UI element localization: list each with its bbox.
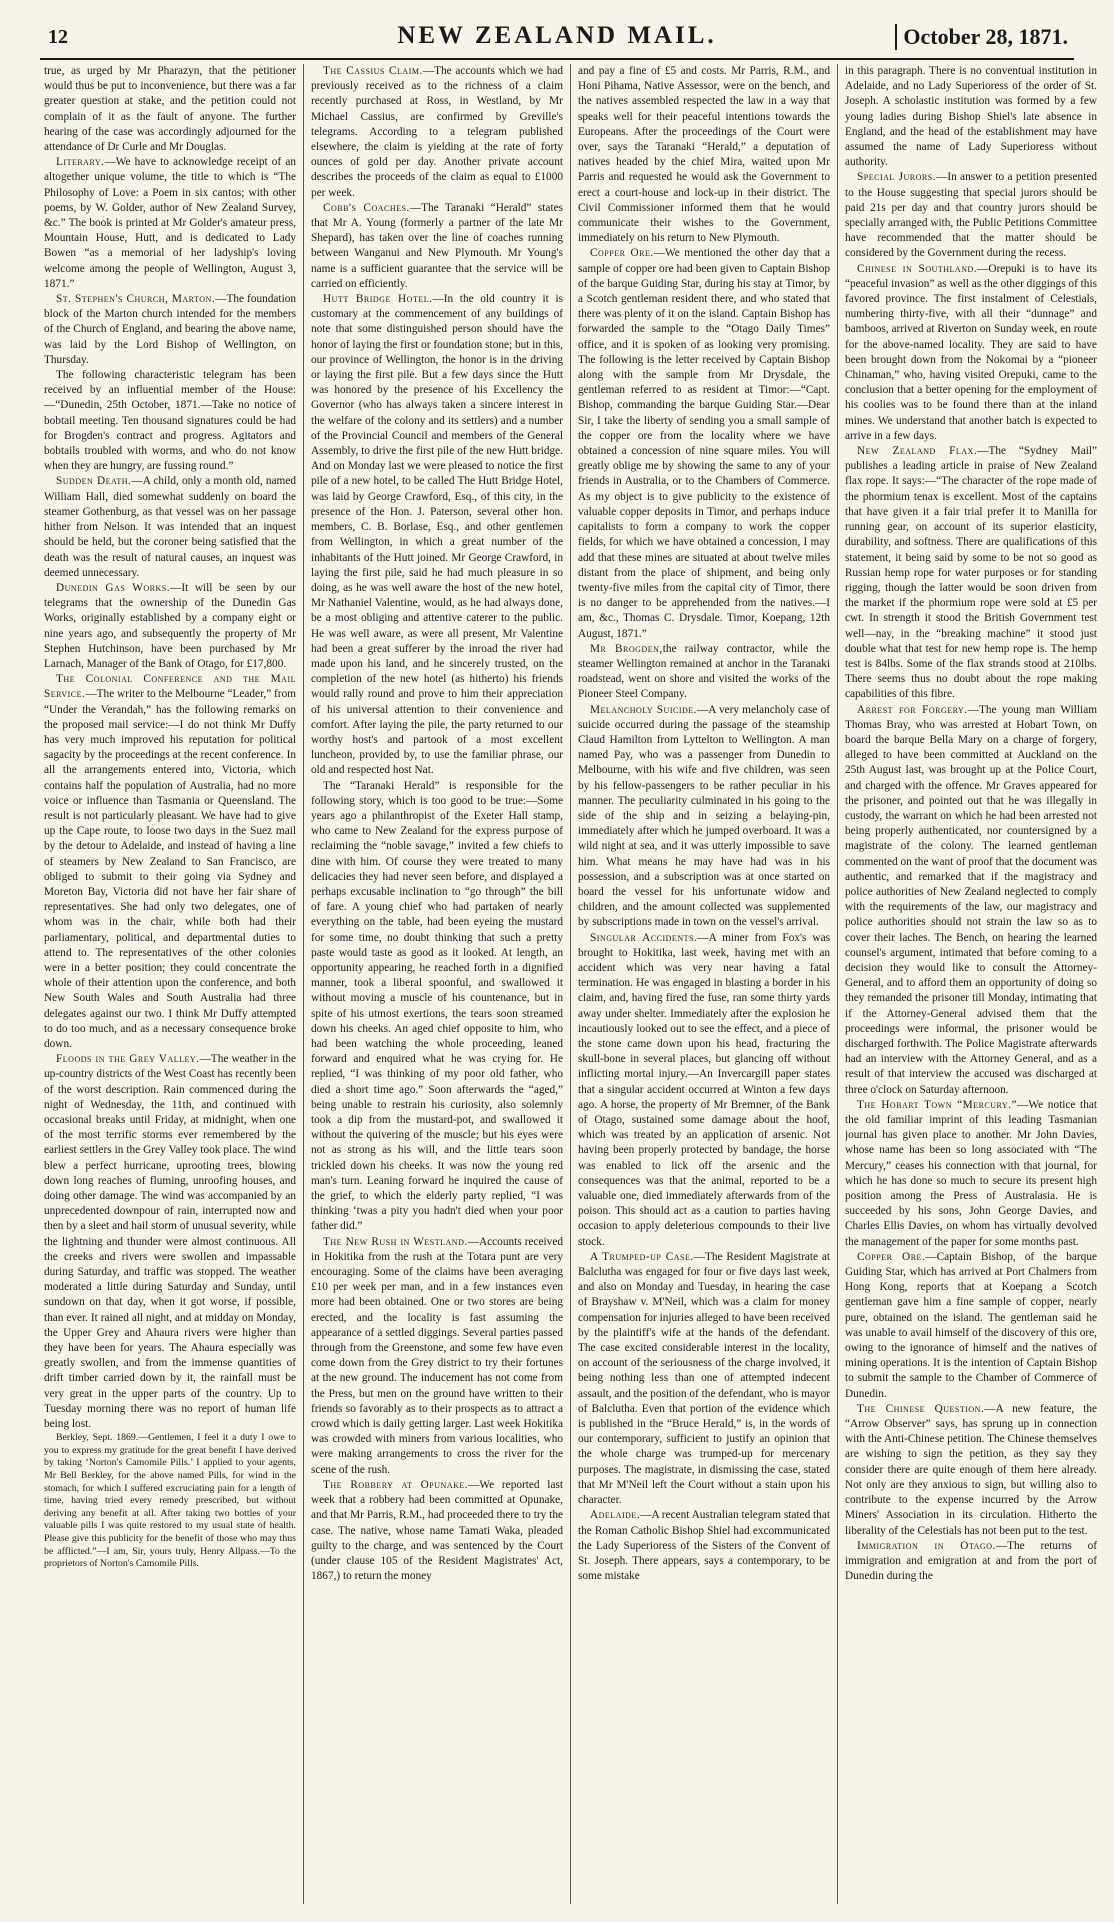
article-text: —The accounts which we had previously received as to the richness of a claim recently purchased at Ross, in Westland, by Mr Michael Cassius, are confirmed by Greville's telegrams. According to a telegram published elsewhere, the claim is yielding at the rate of forty ounces of gold per day. Another private account describes the proceeds of the claim as equal to £1000 per week. — [311, 65, 563, 199]
article-heading: Cobb's Coaches. — [323, 201, 410, 214]
article-paragraph — [845, 1402, 1097, 1539]
header-rule — [40, 58, 1074, 60]
article-text: true, as urged by Mr Pharazyn, that the petitioner would thus be put to inconvenience, but there was a far greater question at stake, and the petition could not complain of it as the fault of anyone. The further hearing of the case was accordingly adjourned for the attendance of Dr Curle and Mr Douglas. — [44, 65, 296, 154]
article-paragraph — [311, 64, 563, 201]
article-paragraph — [845, 1250, 1097, 1402]
article-heading: Dunedin Gas Works. — [56, 581, 171, 594]
article-paragraph — [845, 262, 1097, 444]
article-text: The “Taranaki Herald” is responsible for the following story, which is too good to be true:—Some years ago a philanthropist of the Exeter Hall stamp, who came to New Zealand for the express purpose of reclaiming the “noble savage,” invited a few chiefs to dine with him. Of course they were treated to many delicacies they had never seen before, and displayed a perhaps excusable inclination to “go through” the bill of fare. A young chief who had partaken of nearly everything on the table, had been eyeing the mustard for some time, no doubt thinking that such a pretty paste would taste as good as it looked. At length, an opportunity appearing, he reached forth in a dignified manner, took a liberal spoonful, and swallowed it without moving a muscle of his countenance, but in spite of his utmost exertions, the tears soon streamed down his cheeks. An aged chief opposite to him, who had been watching the whole proceeding, leaned forward and enquired what he was crying for. He replied, “I was thinking of my poor old father, who died a short time ago.” Soon afterwards the “aged,” being unable to restrain his curiosity, also solemnly took a dip from the mustard-pot, and swallowed it without the quivering of the muscle; but his eyes were not as strong as his will, and the little tears soon trickled down his cheeks. It was now the young red man's turn. Leaning forward he inquired the cause of the grief, to which the elderly party replied, “I was thinking ‘twas a pity you hadn't died when your poor father did.” — [311, 779, 563, 1233]
article-text: —We mentioned the other day that a sample of copper ore had been given to Captain Bishop of the barque Guiding Star, during his stay at Timor, by a Scotch gentleman resident there, and who stated that there was plenty of it on the island. Captain Bishop has forwarded the sample to the “Otago Daily Times” office, and it is spoken of as looking very promising. The following is the letter received by Captain Bishop along with the sample from Mr Drysdale, the gentleman referred to as resident at Timor:—“Capt. Bishop, commanding the barque Guiding Star.—Dear Sir, I take the liberty of sending you a small sample of the copper ore from the locality where we have obtained a concession of nine square miles. You will greatly oblige me by showing the same to any of your friends in Australia, or to the Chambers of Commerce. As my object is to give publicity to the existence of valuable copper deposits in Timor, and perhaps induce capitalists to form a company to work the copper fields, for which we have obtained a concession, I may add that these mines are situated at about twelve miles distant from the place of shipment, and being only twenty-five miles from the capital city of Timor, there is no danger to be apprehended from the natives.—I am, &c., Thomas C. Drysdale. Timor, Koepang, 12th August, 1871.” — [578, 247, 830, 640]
article-paragraph — [44, 581, 296, 672]
article-text: —The young man William Thomas Bray, who was arrested at Hobart Town, on board the barque Bella Mary on a charge of forgery, alleged to have been committed at Auckland on the 25th August last, was brought up at the Police Court, and charged with the offence. Mr Graves appeared for the prisoner, and pointed out that he was illegally in custody, the warrant on which he had been arrested not being properly authenticated, nor countersigned by a magistrate of the colony. The learned gentleman commented on the want of proof that the document was authentic, and remarked that if the magistracy and police authorities of New Zealand neglected to comply with the requirements of the law, our magistracy and police authorities should not strain the law so as to cover their laches. The Bench, on hearing the learned counsel's argument, intimated that before coming to a decision they would like to consult the Attorney-General, and to afford them an opportunity of doing so they remanded the prisoner till Monday, intimating that if the Attorney-General advised them that the proceedings were informal, the prisoner would be discharged forthwith. The Police Magistrate afterwards had an interview with the Attorney General, and as a result of that interview the accused was discharged at three o'clock on Saturday afternoon. — [845, 703, 1097, 1096]
article-heading: The Robbery at Opunake. — [323, 1478, 469, 1491]
column-2 — [311, 64, 563, 1904]
page-header — [40, 22, 1074, 60]
article-paragraph — [311, 292, 563, 779]
issue-date: October 28, 1871. — [895, 24, 1068, 50]
article-heading: Chinese in Southland. — [857, 262, 978, 275]
article-heading: The Chinese Question. — [857, 1402, 985, 1415]
article-text: —Accounts received in Hokitika from the rush at the Totara punt are very encouraging. Some of the claims have been averaging £10 per week per man, and in a few instances even more had been obtained. One or two stores are being erected, and the locality is fast assuming the appearance of a settled diggings. Several parties passed through from the Greenstone, and some few have even come down from the Grey district to try their fortunes at the new ground. The inducement has not come from the Press, but men on the ground have written to their friends so favorably as to their prospects as to attract a crowd which is daily getting larger. Last week Hokitika was crowded with miners from various localities, who were making arrangements to cross the river for the scene of the rush. — [311, 1235, 563, 1476]
article-text: —A new feature, the “Arrow Observer” says, has sprung up in connection with the Anti-Chinese petition. The Chinese themselves are wishing to sign the petition, as they say they consider there are quite enough of them here already. Not only are they anxious to sign, but willing also to contribute to the expense incurred by the Arrow Miners' Association in its circulation. Hitherto the liberality of the Celestials has not been put to the test. — [845, 1402, 1097, 1537]
article-text: —The Taranaki “Herald” states that Mr A. Young (formerly a partner of the late Mr Shepard), has taken over the line of coaches running between Wanganui and New Plymouth. Mr Young's name is a sufficient guarantee that the service will be carried on efficiently. — [311, 201, 563, 290]
article-paragraph — [578, 642, 830, 703]
article-text: —We notice that the old familiar imprint of this leading Tasmanian journal has given place to another. Mr John Davies, whose name has been so long associated with “The Mercury,” ceases his connection with that journal, for which he has done so much to secure its present high position among the Press of Australasia. He is succeeded by his sons, John George Davies, and Charles Ellis Davies, on whom has virtually devolved the management of the paper for some months past. — [845, 1098, 1097, 1248]
article-text: —Captain Bishop, of the barque Guiding Star, which has arrived at Port Chalmers from Hong Kong, reports that at Koepang a Scotch gentleman gave him a fine sample of copper, nearly pure, obtained on the island. The gentleman said he was unable to avail himself of the discovery of this ore, owing to the ignorance of himself and the natives of mining operations. It is the intention of Captain Bishop to submit the sample to the Chamber of Commerce of Dunedin. — [845, 1250, 1097, 1400]
article-text: in this paragraph. There is no conventual institution in Adelaide, and no Lady Superioress of the order of St. Joseph. A scholastic institution was formed by a few young ladies during Bishop Shiel's late absence in England, and the head of the establishment may have assumed the name of Lady Superioress without authority. — [845, 65, 1097, 169]
article-paragraph — [845, 703, 1097, 1098]
article-heading: Sudden Death. — [56, 475, 132, 488]
article-heading: Copper Ore. — [590, 247, 654, 260]
article-paragraph — [578, 703, 830, 931]
column-1 — [44, 64, 296, 1904]
article-text: and pay a fine of £5 and costs. Mr Parris, R.M., and Honi Pihama, Native Assessor, were on the bench, and the natives assembled respected the law in a way that speaks well for their peaceful intentions towards the Europeans. After the proceedings of the Court were over, says the Taranaki “Herald,” a deputation of natives headed by the chief Mira, waited upon Mr Parris and requested he would ask the Government to erect a court-house and lock-up in their district. The Civil Commissioner informed them that he would communicate their wishes to the Government, immediately on his return to New Plymouth. — [578, 65, 830, 245]
article-paragraph — [578, 246, 830, 641]
article-text: The following characteristic telegram has been received by an influential member of the House:—“Dunedin, 25th October, 1871.—Take no notice of bobtail meeting. Ten thousand signatures could be had for Brogden's contract and progress. Agitators and bobtails troubled with worms, and who do not know when they are hungry, are fussing round.” — [44, 369, 296, 473]
article-heading: The New Rush in Westland. — [323, 1235, 468, 1248]
article-text: —In answer to a petition presented to the House suggesting that special jurors should be paid 21s per day and that country jurors should be specially arranged with, the Public Petitions Committee have recommended that the matter should be considered by the Government during the recess. — [845, 171, 1097, 260]
article-paragraph — [578, 1508, 830, 1584]
article-text: —Orepuki is to have its “peaceful invasion” as well as the other diggings of this favored province. The first instalment of Celestials, numbering thirty-five, with all their “dunnage” and bamboos, arrived at Riverton on Sunday week, en route for the above-named locality. They are said to have been brought down from the Nokomai by a “pioneer Chinaman,” who, having visited Orepuki, came to the conclusion that a better opening for the employment of his coolies was to be found there than at the inland mines. We understand that another batch is expected to arrive in a few days. — [845, 262, 1097, 442]
article-heading: Special Jurors. — [857, 171, 937, 184]
article-heading: A Trumped-up Case. — [590, 1250, 694, 1263]
article-text: —The “Sydney Mail” publishes a leading article in praise of New Zealand flax rope. It says:—“The character of the rope made of the phormium tenax is excellent. Most of the captains that have given it a fair trial prefer it to Manilla for running gear, on account of its superior elasticity, durability, and softness. There are qualifications of this statement, it being said by some to be not so good as Russian hemp rope for water purposes or for standing rigging, though the latter would be soon driven from the market if the phormium rope were sold at £5 per cwt. In strength it stood the British Government test well—nay, in the “breaking machine” it stood just double what that test for new hemp rope is. The hemp test is 84lbs. Some of the flax strands stood at 210lbs. There seems thus no doubt about the rope making capabilities of this fibre. — [845, 445, 1097, 701]
article-heading: The Colonial Conference and the Mail Service. — [44, 673, 296, 701]
article-text: the railway contractor, while the steamer Wellington remained at anchor in the Taranaki roadstead, went on shore and visited the works of the Pioneer Steel Company. — [578, 642, 830, 701]
article-heading: St. Stephen's Church, Marton. — [56, 293, 216, 306]
article-text: —A miner from Fox's was brought to Hokitika, last week, having met with an accident which was very near having a fatal termination. He was engaged in blasting a border in his claim, and, having fired the fuse, ran some thirty yards away under shelter. Immediately after the explosion he incautiously looked out to see the effect, and a piece of the stone came down upon his head, fracturing the skull-bone in several places, but glancing off without inflicting mortal injury.—An Invercargill paper states that a singular accident occurred at Winton a few days ago. A horse, the property of Mr Bremner, of the Bank of Otago, sustained some damage about the hoof, which was treated by an application of arsenic. Not having been properly protected by bandage, the horse was enabled to lick off the arsenic and the consequences was that the animal, reported to be a valuable one, died immediately afterwards from of the poison. This should act as a caution to parties having occasion to apply deleterious compounds to their live stock. — [578, 931, 830, 1248]
article-text: —We reported last week that a robbery had been committed at Opunake, and that Mr Parris, R.M., had proceeded there to try the case. The native, whose name Tamati Waka, pleaded guilty to the charge, and was sentenced by the Court (under clause 105 of the Resident Magistrates' Act, 1867,) to return the money — [311, 1478, 563, 1583]
column-4 — [845, 64, 1097, 1904]
article-paragraph — [578, 64, 830, 246]
article-paragraph — [845, 1539, 1097, 1585]
article-heading: Mr Brogden, — [590, 642, 663, 655]
article-paragraph — [578, 1250, 830, 1508]
article-paragraph — [44, 474, 296, 580]
article-paragraph — [311, 779, 563, 1235]
article-paragraph — [44, 155, 296, 292]
article-paragraph — [44, 292, 296, 368]
article-paragraph — [44, 64, 296, 155]
article-text: —The Resident Magistrate at Balclutha was engaged for four or five days last week, and also on Monday and Tuesday, in hearing the case of Brayshaw v. M'Neil, which was a claim for money compensation for injuries alleged to have been received by the plaintiff's wife at the hands of the defendant. The case excited considerable interest in the locality, on account of the seriousness of the charge involved, it being nothing less than one of attempted indecent assault, and the position of the defendant, who is mayor of Balclutha. Even that portion of the evidence which is published in the “Bruce Herald,” is, in the words of our contemporary, sufficient to justify an opinion that the whole charge was trumped-up for mercenary purposes. The magistrate, in dismissing the case, stated that Mr M'Neil left the Court without a stain upon his character. — [578, 1250, 830, 1507]
article-text: —A child, only a month old, named William Hall, died somewhat suddenly on board the steamer Gothenburg, as that vessel was on her passage hither from Nelson. It was intended that an inquest should be held, but the coroner being satisfied that the death was the result of natural causes, an inquest was deemed unnecessary. — [44, 475, 296, 579]
column-3 — [578, 64, 830, 1904]
article-paragraph — [311, 1235, 563, 1478]
article-text: —The writer to the Melbourne “Leader,” from “Under the Verandah,” has the following remarks on the proposed mail service:—I do not think Mr Duffy has very much improved his reputation for political sagacity by the proceedings at the recent conference. In all the arrangements entered into, Victoria, which contains half the population of Australia, had no more voice or influence than Tasmania or Queensland. The result is not particularly pleasant. We have had to give up the Cape route, to loose two days in the Suez mail by the detour to Adelaide, and instead of having a line of steamers by New Zealand to San Francisco, are obliged to submit to their going via Sydney and Moreton Bay, Victoria did not have her fair share of representatives. She had only two delegates, one of whom was in the chair, while both had their parliamentary, political, and departmental duties to attend to. The representatives of the other colonies were in a better position; they could concentrate the whole of their attention upon the conference, and both New South Wales and South Australia had three delegates against our two. I think Mr Duffy attempted to do too much, and as a necessary consequence broke down. — [44, 688, 296, 1050]
article-text: Berkley, Sept. 1869.—Gentlemen, I feel it a duty I owe to you to express my gratitude for the great benefit I have derived by taking ‘Norton's Camomile Pills.’ I applied to your agents, Mr Bell Berkley, for the above named Pills, for wind in the stomach, for which I suffered excruciating pain for a length of time, having tried every remedy prescribed, but without deriving any benefit at all. After taking two bottles of your valuable pills I was quite restored to my usual state of health. Please give this publicity for the benefit of those who may thus be afflicted.”—I am, Sir, yours truly, Henry Allpass.—To the proprietors of Norton's Camomile Pills. — [44, 1432, 296, 1570]
article-paragraph — [44, 1052, 296, 1432]
article-paragraph — [311, 1478, 563, 1584]
article-text: —We have to acknowledge receipt of an altogether unique volume, the title to which is “The Philosophy of Love: a Poem in six cantos; with other poems, by W. Golder, author of New Zealand Survey, &c.” The book is printed at Mr Golder's amateur press, Mountain House, Hutt, and is dedicated to Lady Bowen “as a memorial of her ladyship's loving welcome among the people of Wellington, August 3, 1871.” — [44, 156, 296, 290]
article-paragraph — [44, 1432, 296, 1571]
article-paragraph — [311, 201, 563, 292]
article-heading: Arrest for Forgery. — [857, 703, 968, 716]
article-text: —The foundation block of the Marton church intended for the members of the Church of England, and bearing the above name, was laid by the Lord Bishop of Wellington, on Thursday. — [44, 293, 296, 366]
article-text: —A very melancholy case of suicide occurred during the passage of the steamship Claud Hamilton from Lyttelton to Wellington. A man named Pay, who was a passenger from Dunedin to Melbourne, with his wife and five children, was seen by his fellow-passengers to be rather peculiar in his manner. The peculiarity culminated in his going to the side of the ship and in seizing a belaying-pin, immediately after which he jumped overboard. It was a wild night at sea, and it was utterly impossible to save him. What means he may have had was in his possession, and a subscription was at once started on board the vessel for his unfortunate widow and children, and the amount collected was supplemented by subscriptions made in town on the vessel's arrival. — [578, 703, 830, 929]
article-heading: Adelaide. — [590, 1509, 641, 1522]
article-paragraph — [845, 170, 1097, 261]
column-divider — [303, 64, 304, 1904]
article-text: —In the old country it is customary at the commencement of any buildings of note that some distinguished person should have the honor of laying the first or foundation stone; but in this, our province of Wellington, the honor is in the driving or laying the first pile. But a few days since the Hutt was honored by the presence of his Excellency the Governor (who has always taken a sincere interest in the welfare of the colony and its settlers) and a number of the Provincial Council and members of the General Assembly, to drive the first pile of the new Hutt bridge. And on Monday last we were pleased to notice the first pile of a new hotel, to be called The Hutt Bridge Hotel, was laid by George Crawford, Esq., of this city, in the presence of the Hon. J. Paterson, several other hon. members, C. B. Borlase, Esq., and other gentlemen from Wellington, in which a great number of the inhabitants of the Hutt joined. Mr George Crawford, in laying the first pile, said he had much pleasure in so doing, as he was well aware the host of the new hotel, Mr Nathaniel Valentine, would, as he had always done, be a most obliging and attentive caterer to the public. He was well aware, as were all present, Mr Valentine had been a great sufferer by the inroad the river had made upon his land, and he sincerely trusted, on the completion of the new hotel (as hitherto) his friends would rally round and prove to him their appreciation of his universal attention to their convenience and comfort. After laying the pile, the party returned to our worthy host's and partook of a most excellent luncheon, provided by, to use the familiar phrase, our old and respected host Nat. — [311, 293, 563, 777]
article-heading: New Zealand Flax. — [857, 445, 978, 458]
article-heading: Floods in the Grey Valley. — [56, 1053, 200, 1066]
article-text: —The weather in the up-country districts of the West Coast has recently been of the worst description. Rain commenced during the night of Wednesday, the 11th, and continued with occasional breaks until Friday, at midnight, when one of the most terrific storms ever remembered by the earliest settlers in the Grey Valley took place. The wind blew a perfect hurricane, uprooting trees, blowing down long reaches of fluming, unroofing houses, and doing other damage. The wind was accompanied by an unprecedented downpour of rain, interrupted now and then by a sleet and hail storm of unusual severity, while the lightning and thunder were almost continuous. All the creeks and rivers were swollen and impassable during Saturday, and traffic was stopped. The weather moderated a little during Saturday and Sunday, until sundown on that day, when it got worse, if possible, than ever. It rained all night, and at midday on Monday, the Upper Grey and Ahaura rivers were higher than they have been for years. The Ahaura especially was greatly swollen, and from the immense quantities of drift timber carried down by it, the rainfall must be very great in the upper parts of the country. Up to Tuesday morning there was no report of human life being lost. — [44, 1053, 296, 1431]
article-heading: Hutt Bridge Hotel. — [323, 293, 433, 306]
article-heading: Singular Accidents. — [590, 931, 698, 944]
article-paragraph — [578, 931, 830, 1250]
page-number: 12 — [48, 26, 68, 48]
article-paragraph — [845, 1098, 1097, 1250]
masthead-title: NEW ZEALAND MAIL. — [397, 22, 717, 49]
article-paragraph — [845, 444, 1097, 702]
article-heading: The Cassius Claim. — [323, 65, 423, 77]
article-heading: Immigration in Otago. — [857, 1539, 996, 1552]
article-paragraph — [44, 672, 296, 1052]
article-text: —The returns of immigration and emigration at and from the port of Dunedin during the — [845, 1539, 1097, 1583]
article-heading: Melancholy Suicide. — [590, 703, 697, 716]
article-text: —A recent Australian telegram stated that the Roman Catholic Bishop Shiel had excommunicated the Lady Superioress of the Sisters of the Convent of St. Joseph. There appears, says a contemporary, to be some mistake — [578, 1509, 830, 1583]
article-heading: Literary. — [56, 156, 105, 169]
column-divider — [570, 64, 571, 1904]
article-paragraph — [44, 368, 296, 474]
article-paragraph — [845, 64, 1097, 170]
column-divider — [837, 64, 838, 1904]
article-heading: Copper Ore. — [857, 1250, 926, 1263]
article-heading: The Hobart Town “Mercury.” — [857, 1098, 1018, 1111]
article-text: —It will be seen by our telegrams that the ownership of the Dunedin Gas Works, originally established by a company eight or nine years ago, and subsequently the property of Mr Stephen Hutchinson, have been purchased by Mr Larnach, Manager of the Bank of Otago, for £17,800. — [44, 581, 296, 670]
